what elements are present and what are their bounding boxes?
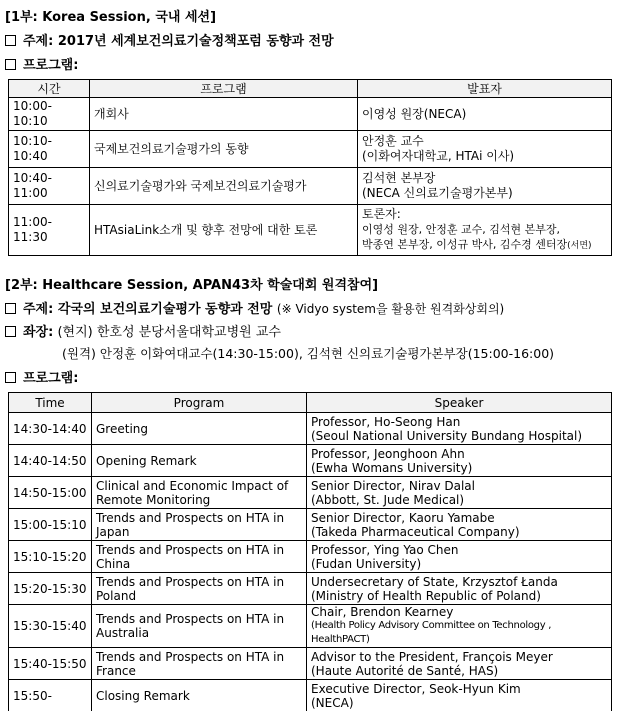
speaker-name: Senior Director, Kaoru Yamabe xyxy=(311,510,495,525)
header-time: 시간 xyxy=(9,80,90,98)
program-cell: Greeting xyxy=(92,413,307,445)
program-line: Trends and Prospects on HTA in xyxy=(96,542,285,557)
part2-program-line xyxy=(5,367,78,386)
speaker-name: Senior Director, Nirav Dalal xyxy=(311,478,475,493)
speaker-name: Professor, Ying Yao Chen xyxy=(311,542,459,557)
program-line: Remote Monitoring xyxy=(96,492,211,507)
checkbox-icon xyxy=(5,59,16,70)
speaker-cell xyxy=(307,413,612,445)
program-cell xyxy=(92,477,307,509)
program-line: Poland xyxy=(96,588,137,603)
time-cell: 10:00-10:10 xyxy=(9,98,90,131)
table-row xyxy=(9,509,612,541)
part1-heading: [1부: Korea Session, 국내 세션] xyxy=(5,10,217,25)
table-row xyxy=(9,98,612,131)
speaker-cell xyxy=(307,648,612,680)
speaker-cell xyxy=(307,477,612,509)
chair-label: 좌장: xyxy=(23,325,54,340)
part2-heading: [2부: Healthcare Session, APAN43차 학술대회 원격참여] xyxy=(5,278,379,293)
part2-chair-line xyxy=(5,321,281,340)
time-cell: 14:50-15:00 xyxy=(9,477,92,509)
time-cell: 10:40-11:00 xyxy=(9,168,90,205)
program-line: Japan xyxy=(96,524,130,539)
time-cell: 11:00-11:30 xyxy=(9,205,90,256)
speaker-affiliation: (Fudan University) xyxy=(311,556,422,571)
speaker-cell xyxy=(358,168,612,205)
program-cell: 신의료기술평가와 국제보건의료기술평가 xyxy=(90,168,358,205)
speaker-cell xyxy=(358,205,612,256)
speaker-cell xyxy=(307,605,612,648)
speaker-name: Undersecretary of State, Krzysztof Łanda xyxy=(311,574,558,589)
topic-note: (※ Vidyo system을 활용한 원격화상회의) xyxy=(276,302,505,316)
time-cell: 15:30-15:40 xyxy=(9,605,92,648)
checkbox-icon xyxy=(5,372,16,383)
speaker-affiliation: (이화여자대학교, HTAi 이사) xyxy=(362,149,515,163)
speaker-cell xyxy=(307,573,612,605)
speaker-cell xyxy=(307,509,612,541)
speaker-name: Advisor to the President, François Meyer xyxy=(311,649,553,664)
time-cell: 14:30-14:40 xyxy=(9,413,92,445)
topic-text: 2017년 세계보건의료기술정책포럼 동향과 전망 xyxy=(57,34,334,49)
part1-program-line xyxy=(5,54,78,73)
healthcare-session-table xyxy=(8,392,612,711)
time-cell: 15:00-15:10 xyxy=(9,509,92,541)
written-note: (서면) xyxy=(567,240,592,251)
table-row xyxy=(9,605,612,648)
header-program: 프로그램 xyxy=(90,80,358,98)
program-cell xyxy=(92,573,307,605)
program-cell xyxy=(92,509,307,541)
program-line: Trends and Prospects on HTA in xyxy=(96,510,285,525)
speaker-name: Chair, Brendon Kearney xyxy=(311,605,454,619)
table-header-row xyxy=(9,80,612,98)
table-header-row xyxy=(9,393,612,413)
program-line: China xyxy=(96,556,131,571)
speaker-cell xyxy=(307,445,612,477)
header-program: Program xyxy=(92,393,307,413)
discussant-list: 이영성 원장, 안정훈 교수, 김석현 본부장, xyxy=(362,222,560,236)
program-line: Trends and Prospects on HTA in xyxy=(96,574,285,589)
header-speaker: 발표자 xyxy=(358,80,612,98)
chair-remote: (원격) 안정훈 이화여대교수(14:30-15:00), 김석현 신의료기술평가본부장(15:00-16:00) xyxy=(62,346,555,361)
program-line: France xyxy=(96,663,136,678)
speaker-affiliation: (Health Policy Advisory Committee on Technology , HealthPACT) xyxy=(311,620,552,645)
topic-label: 주제: xyxy=(23,34,54,49)
discussant-names: 박종연 본부장, 이성규 박사, 김수경 센터장 xyxy=(362,237,568,251)
table-row xyxy=(9,477,612,509)
time-cell: 15:20-15:30 xyxy=(9,573,92,605)
speaker-cell xyxy=(358,131,612,168)
topic-label: 주제: xyxy=(23,302,54,317)
table-row xyxy=(9,573,612,605)
program-label: 프로그램: xyxy=(23,58,79,73)
program-cell xyxy=(92,605,307,648)
table-row xyxy=(9,680,612,711)
program-cell: Closing Remark xyxy=(92,680,307,711)
speaker-name: 안정훈 교수 xyxy=(362,134,424,148)
speaker-affiliation: (Ewha Womans University) xyxy=(311,460,473,475)
speaker-name: 김석현 본부장 xyxy=(362,171,436,185)
table-row xyxy=(9,413,612,445)
checkbox-icon xyxy=(5,303,16,314)
speaker-name: Executive Director, Seok-Hyun Kim xyxy=(311,681,521,696)
time-cell: 15:40-15:50 xyxy=(9,648,92,680)
checkbox-icon xyxy=(5,326,16,337)
program-line: Trends and Prospects on HTA in xyxy=(96,649,285,664)
header-speaker: Speaker xyxy=(307,393,612,413)
speaker-name: Professor, Ho-Seong Han xyxy=(311,414,461,429)
speaker-cell xyxy=(307,680,612,711)
program-cell xyxy=(92,648,307,680)
speaker-affiliation: (NECA) xyxy=(311,695,354,710)
program-line: Australia xyxy=(96,626,150,640)
time-cell: 15:50- xyxy=(9,680,92,711)
program-line: Trends and Prospects on HTA in xyxy=(96,612,285,626)
time-cell: 14:40-14:50 xyxy=(9,445,92,477)
chair-local: (현지) 한호성 분당서울대학교병원 교수 xyxy=(57,325,281,340)
program-cell xyxy=(92,541,307,573)
checkbox-icon xyxy=(5,35,16,46)
speaker-affiliation: (Haute Autorité de Santé, HAS) xyxy=(311,663,499,678)
time-cell: 15:10-15:20 xyxy=(9,541,92,573)
table-row xyxy=(9,205,612,256)
korea-session-table xyxy=(8,79,612,256)
time-cell: 10:10-10:40 xyxy=(9,131,90,168)
part1-topic-line xyxy=(5,30,334,49)
topic-text: 각국의 보건의료기술평가 동향과 전망 xyxy=(57,302,273,317)
table-row xyxy=(9,131,612,168)
speaker-affiliation: (NECA 신의료기술평가본부) xyxy=(362,186,513,200)
program-cell: HTAsiaLink소개 및 향후 전망에 대한 토론 xyxy=(90,205,358,256)
program-cell: Opening Remark xyxy=(92,445,307,477)
program-cell: 국제보건의료기술평가의 동향 xyxy=(90,131,358,168)
speaker-affiliation: (Takeda Pharmaceutical Company) xyxy=(311,524,520,539)
table-row xyxy=(9,648,612,680)
discussant-list xyxy=(362,237,607,254)
speaker-affiliation: (Ministry of Health Republic of Poland) xyxy=(311,588,541,603)
part2-topic-line xyxy=(5,298,504,317)
program-line: Clinical and Economic Impact of xyxy=(96,478,289,493)
speaker-name: Professor, Jeonghoon Ahn xyxy=(311,446,465,461)
speaker-name: 토론자: xyxy=(362,206,401,221)
program-cell: 개회사 xyxy=(90,98,358,131)
table-row xyxy=(9,168,612,205)
table-row xyxy=(9,541,612,573)
table-row xyxy=(9,445,612,477)
header-time: Time xyxy=(9,393,92,413)
speaker-affiliation: (Abbott, St. Jude Medical) xyxy=(311,492,465,507)
program-label: 프로그램: xyxy=(23,371,79,386)
speaker-cell xyxy=(307,541,612,573)
speaker-cell: 이영성 원장(NECA) xyxy=(358,98,612,131)
speaker-affiliation: (Seoul National University Bundang Hospital) xyxy=(311,428,583,443)
